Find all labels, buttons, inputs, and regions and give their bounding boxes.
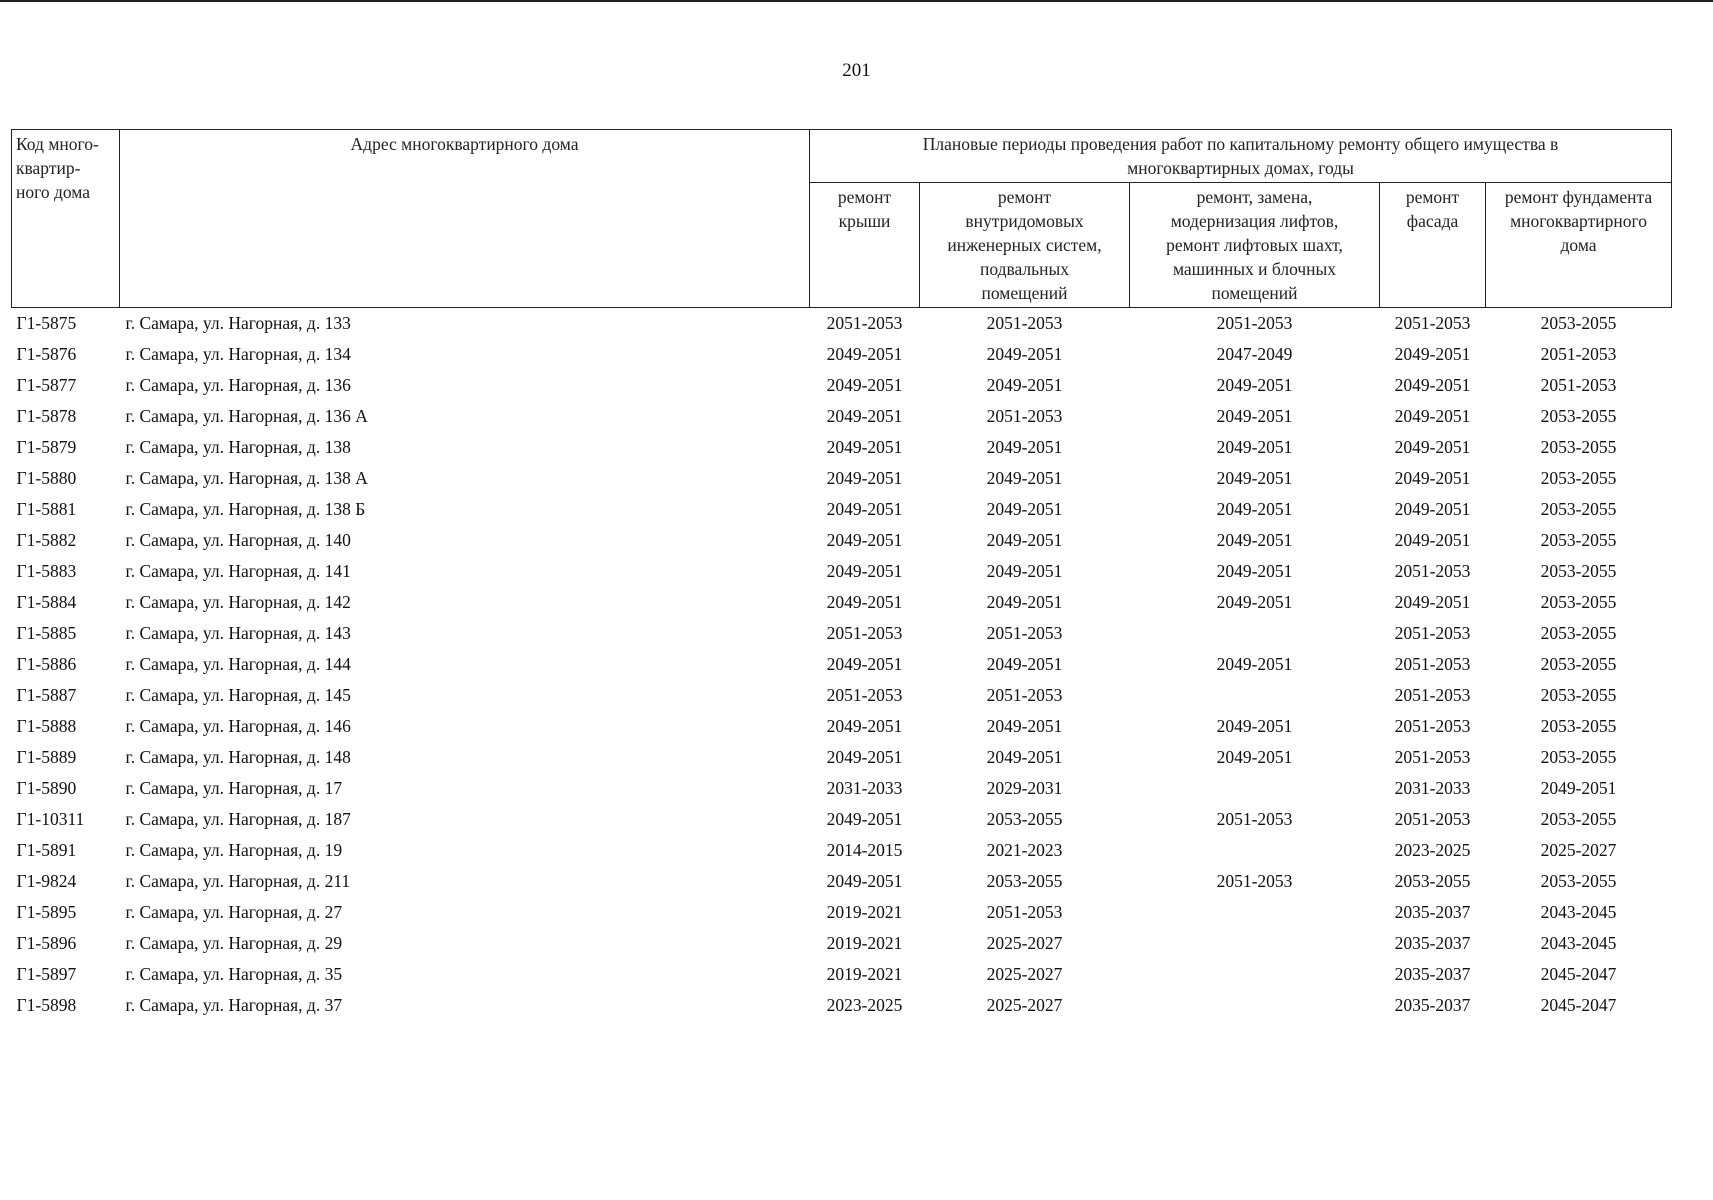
code-cell: Г1-5880 (16, 468, 77, 488)
address-cell: г. Самара, ул. Нагорная, д. 148 (125, 747, 351, 767)
roof-period-cell: 2049-2051 (826, 468, 903, 488)
facade-period-cell: 2049-2051 (1394, 468, 1471, 488)
table-row (12, 525, 1672, 556)
lifts-period-cell (1130, 928, 1380, 959)
engineering-period-cell: 2049-2051 (986, 654, 1063, 674)
lifts-period-cell: 2051-2053 (1216, 313, 1293, 333)
code-cell: Г1-5897 (16, 964, 77, 984)
foundation-period-cell: 2053-2055 (1540, 561, 1617, 581)
facade-period-cell: 2051-2053 (1394, 313, 1471, 333)
address-cell: г. Самара, ул. Нагорная, д. 138 Б (125, 499, 366, 519)
engineering-period-cell: 2049-2051 (986, 592, 1063, 612)
facade-period-cell: 2049-2051 (1394, 592, 1471, 612)
lifts-period-cell: 2049-2051 (1216, 561, 1293, 581)
table-row (12, 370, 1672, 401)
code-cell: Г1-5876 (16, 344, 77, 364)
code-cell: Г1-5889 (16, 747, 77, 767)
lifts-period-cell: 2049-2051 (1216, 375, 1293, 395)
header-planned-periods: Плановые периоды проведения работ по капитальному ремонту общего имущества в многоквартирных домах, годы (810, 130, 1672, 183)
header-roof: ремонт крыши (810, 183, 920, 308)
roof-period-cell: 2051-2053 (826, 685, 903, 705)
foundation-period-cell: 2053-2055 (1540, 313, 1617, 333)
table-row (12, 773, 1672, 804)
roof-period-cell: 2049-2051 (826, 871, 903, 891)
engineering-period-cell: 2049-2051 (986, 344, 1063, 364)
code-cell: Г1-5888 (16, 716, 77, 736)
facade-period-cell: 2049-2051 (1394, 406, 1471, 426)
foundation-period-cell: 2045-2047 (1540, 995, 1617, 1015)
table-row (12, 835, 1672, 866)
foundation-period-cell: 2049-2051 (1540, 778, 1617, 798)
header-code: Код много- квартир- ного дома (12, 130, 120, 308)
code-cell: Г1-5887 (16, 685, 77, 705)
code-cell: Г1-5886 (16, 654, 77, 674)
address-cell: г. Самара, ул. Нагорная, д. 37 (125, 995, 343, 1015)
address-cell: г. Самара, ул. Нагорная, д. 17 (125, 778, 343, 798)
foundation-period-cell: 2053-2055 (1540, 623, 1617, 643)
engineering-period-cell: 2025-2027 (986, 933, 1063, 953)
address-cell: г. Самара, ул. Нагорная, д. 27 (125, 902, 343, 922)
table-row (12, 432, 1672, 463)
address-cell: г. Самара, ул. Нагорная, д. 133 (125, 313, 351, 333)
code-cell: Г1-5890 (16, 778, 77, 798)
facade-period-cell: 2035-2037 (1394, 902, 1471, 922)
header-facade: ремонт фасада (1380, 183, 1486, 308)
table-row (12, 649, 1672, 680)
address-cell: г. Самара, ул. Нагорная, д. 141 (125, 561, 351, 581)
address-cell: г. Самара, ул. Нагорная, д. 187 (125, 809, 351, 829)
lifts-period-cell (1130, 959, 1380, 990)
facade-period-cell: 2049-2051 (1394, 344, 1471, 364)
table-body (12, 308, 1672, 1022)
roof-period-cell: 2023-2025 (826, 995, 903, 1015)
facade-period-cell: 2051-2053 (1394, 716, 1471, 736)
table-row (12, 742, 1672, 773)
roof-period-cell: 2049-2051 (826, 437, 903, 457)
code-cell: Г1-9824 (16, 871, 77, 891)
foundation-period-cell: 2053-2055 (1540, 530, 1617, 550)
table-row (12, 339, 1672, 370)
address-cell: г. Самара, ул. Нагорная, д. 138 А (125, 468, 368, 488)
header-address: Адрес многоквартирного дома (120, 130, 810, 308)
facade-period-cell: 2051-2053 (1394, 685, 1471, 705)
address-cell: г. Самара, ул. Нагорная, д. 146 (125, 716, 351, 736)
header-foundation: ремонт фундамента многоквартирного дома (1486, 183, 1672, 308)
address-cell: г. Самара, ул. Нагорная, д. 145 (125, 685, 351, 705)
table-row (12, 618, 1672, 649)
lifts-period-cell: 2049-2051 (1216, 747, 1293, 767)
roof-period-cell: 2049-2051 (826, 406, 903, 426)
foundation-period-cell: 2025-2027 (1540, 840, 1617, 860)
table-row (12, 463, 1672, 494)
address-cell: г. Самара, ул. Нагорная, д. 134 (125, 344, 351, 364)
facade-period-cell: 2051-2053 (1394, 747, 1471, 767)
address-cell: г. Самара, ул. Нагорная, д. 143 (125, 623, 351, 643)
roof-period-cell: 2049-2051 (826, 561, 903, 581)
facade-period-cell: 2051-2053 (1394, 809, 1471, 829)
table-row (12, 494, 1672, 525)
facade-period-cell: 2051-2053 (1394, 561, 1471, 581)
engineering-period-cell: 2049-2051 (986, 468, 1063, 488)
roof-period-cell: 2049-2051 (826, 716, 903, 736)
roof-period-cell: 2051-2053 (826, 623, 903, 643)
header-lifts: ремонт, замена, модернизация лифтов, ремонт лифтовых шахт, машинных и блочных помещений (1130, 183, 1380, 308)
engineering-period-cell: 2049-2051 (986, 437, 1063, 457)
code-cell: Г1-5883 (16, 561, 77, 581)
top-border-line (0, 0, 1713, 2)
lifts-period-cell: 2049-2051 (1216, 716, 1293, 736)
address-cell: г. Самара, ул. Нагорная, д. 19 (125, 840, 343, 860)
engineering-period-cell: 2049-2051 (986, 561, 1063, 581)
lifts-period-cell: 2049-2051 (1216, 592, 1293, 612)
lifts-period-cell: 2049-2051 (1216, 437, 1293, 457)
foundation-period-cell: 2043-2045 (1540, 933, 1617, 953)
foundation-period-cell: 2053-2055 (1540, 406, 1617, 426)
engineering-period-cell: 2051-2053 (986, 685, 1063, 705)
page-number: 201 (842, 60, 871, 81)
foundation-period-cell: 2043-2045 (1540, 902, 1617, 922)
address-cell: г. Самара, ул. Нагорная, д. 29 (125, 933, 343, 953)
foundation-period-cell: 2053-2055 (1540, 468, 1617, 488)
foundation-period-cell: 2053-2055 (1540, 592, 1617, 612)
engineering-period-cell: 2049-2051 (986, 375, 1063, 395)
lifts-period-cell: 2049-2051 (1216, 499, 1293, 519)
table-row (12, 990, 1672, 1021)
roof-period-cell: 2051-2053 (826, 313, 903, 333)
engineering-period-cell: 2049-2051 (986, 530, 1063, 550)
lifts-period-cell (1130, 897, 1380, 928)
code-cell: Г1-5881 (16, 499, 77, 519)
code-cell: Г1-5898 (16, 995, 77, 1015)
address-cell: г. Самара, ул. Нагорная, д. 35 (125, 964, 343, 984)
address-cell: г. Самара, ул. Нагорная, д. 136 (125, 375, 351, 395)
facade-period-cell: 2035-2037 (1394, 964, 1471, 984)
table-row (12, 711, 1672, 742)
code-cell: Г1-5885 (16, 623, 77, 643)
facade-period-cell: 2035-2037 (1394, 933, 1471, 953)
roof-period-cell: 2049-2051 (826, 654, 903, 674)
code-cell: Г1-10311 (16, 809, 85, 829)
lifts-period-cell (1130, 680, 1380, 711)
facade-period-cell: 2023-2025 (1394, 840, 1471, 860)
engineering-period-cell: 2025-2027 (986, 995, 1063, 1015)
facade-period-cell: 2049-2051 (1394, 530, 1471, 550)
lifts-period-cell (1130, 835, 1380, 866)
engineering-period-cell: 2049-2051 (986, 499, 1063, 519)
table-row (12, 587, 1672, 618)
engineering-period-cell: 2051-2053 (986, 313, 1063, 333)
code-cell: Г1-5877 (16, 375, 77, 395)
engineering-period-cell: 2051-2053 (986, 406, 1063, 426)
foundation-period-cell: 2053-2055 (1540, 654, 1617, 674)
address-cell: г. Самара, ул. Нагорная, д. 136 А (125, 406, 368, 426)
lifts-period-cell: 2049-2051 (1216, 468, 1293, 488)
table-row (12, 897, 1672, 928)
lifts-period-cell: 2049-2051 (1216, 406, 1293, 426)
foundation-period-cell: 2053-2055 (1540, 747, 1617, 767)
roof-period-cell: 2049-2051 (826, 592, 903, 612)
foundation-period-cell: 2053-2055 (1540, 716, 1617, 736)
code-cell: Г1-5878 (16, 406, 77, 426)
table-row (12, 959, 1672, 990)
engineering-period-cell: 2025-2027 (986, 964, 1063, 984)
roof-period-cell: 2019-2021 (826, 964, 903, 984)
table-row (12, 680, 1672, 711)
table-row (12, 928, 1672, 959)
facade-period-cell: 2049-2051 (1394, 437, 1471, 457)
address-cell: г. Самара, ул. Нагорная, д. 138 (125, 437, 351, 457)
roof-period-cell: 2049-2051 (826, 375, 903, 395)
roof-period-cell: 2019-2021 (826, 902, 903, 922)
roof-period-cell: 2031-2033 (826, 778, 903, 798)
foundation-period-cell: 2053-2055 (1540, 499, 1617, 519)
code-cell: Г1-5896 (16, 933, 77, 953)
roof-period-cell: 2049-2051 (826, 809, 903, 829)
capital-repair-schedule-table (11, 129, 1672, 1021)
lifts-period-cell (1130, 773, 1380, 804)
table-row (12, 556, 1672, 587)
engineering-period-cell: 2053-2055 (986, 809, 1063, 829)
facade-period-cell: 2053-2055 (1394, 871, 1471, 891)
engineering-period-cell: 2051-2053 (986, 902, 1063, 922)
code-cell: Г1-5879 (16, 437, 77, 457)
address-cell: г. Самара, ул. Нагорная, д. 140 (125, 530, 351, 550)
engineering-period-cell: 2029-2031 (986, 778, 1063, 798)
engineering-period-cell: 2049-2051 (986, 716, 1063, 736)
table-row (12, 308, 1672, 340)
engineering-period-cell: 2021-2023 (986, 840, 1063, 860)
engineering-period-cell: 2049-2051 (986, 747, 1063, 767)
header-engineering: ремонт внутридомовых инженерных систем, подвальных помещений (920, 183, 1130, 308)
lifts-period-cell: 2051-2053 (1216, 809, 1293, 829)
foundation-period-cell: 2051-2053 (1540, 375, 1617, 395)
facade-period-cell: 2031-2033 (1394, 778, 1471, 798)
lifts-period-cell: 2049-2051 (1216, 654, 1293, 674)
engineering-period-cell: 2051-2053 (986, 623, 1063, 643)
table-row (12, 804, 1672, 835)
facade-period-cell: 2051-2053 (1394, 623, 1471, 643)
roof-period-cell: 2014-2015 (826, 840, 903, 860)
facade-period-cell: 2035-2037 (1394, 995, 1471, 1015)
foundation-period-cell: 2051-2053 (1540, 344, 1617, 364)
code-cell: Г1-5884 (16, 592, 77, 612)
foundation-period-cell: 2053-2055 (1540, 685, 1617, 705)
code-cell: Г1-5895 (16, 902, 77, 922)
facade-period-cell: 2049-2051 (1394, 499, 1471, 519)
foundation-period-cell: 2053-2055 (1540, 437, 1617, 457)
facade-period-cell: 2049-2051 (1394, 375, 1471, 395)
roof-period-cell: 2049-2051 (826, 530, 903, 550)
engineering-period-cell: 2053-2055 (986, 871, 1063, 891)
foundation-period-cell: 2045-2047 (1540, 964, 1617, 984)
lifts-period-cell (1130, 990, 1380, 1021)
lifts-period-cell: 2047-2049 (1216, 344, 1293, 364)
lifts-period-cell: 2049-2051 (1216, 530, 1293, 550)
table-header (12, 130, 1672, 308)
facade-period-cell: 2051-2053 (1394, 654, 1471, 674)
roof-period-cell: 2049-2051 (826, 344, 903, 364)
foundation-period-cell: 2053-2055 (1540, 809, 1617, 829)
code-cell: Г1-5882 (16, 530, 77, 550)
lifts-period-cell (1130, 618, 1380, 649)
foundation-period-cell: 2053-2055 (1540, 871, 1617, 891)
table-row (12, 401, 1672, 432)
code-cell: Г1-5891 (16, 840, 77, 860)
address-cell: г. Самара, ул. Нагорная, д. 144 (125, 654, 351, 674)
code-cell: Г1-5875 (16, 313, 77, 333)
lifts-period-cell: 2051-2053 (1216, 871, 1293, 891)
roof-period-cell: 2049-2051 (826, 747, 903, 767)
address-cell: г. Самара, ул. Нагорная, д. 211 (125, 871, 351, 891)
table-row (12, 866, 1672, 897)
roof-period-cell: 2019-2021 (826, 933, 903, 953)
address-cell: г. Самара, ул. Нагорная, д. 142 (125, 592, 351, 612)
roof-period-cell: 2049-2051 (826, 499, 903, 519)
